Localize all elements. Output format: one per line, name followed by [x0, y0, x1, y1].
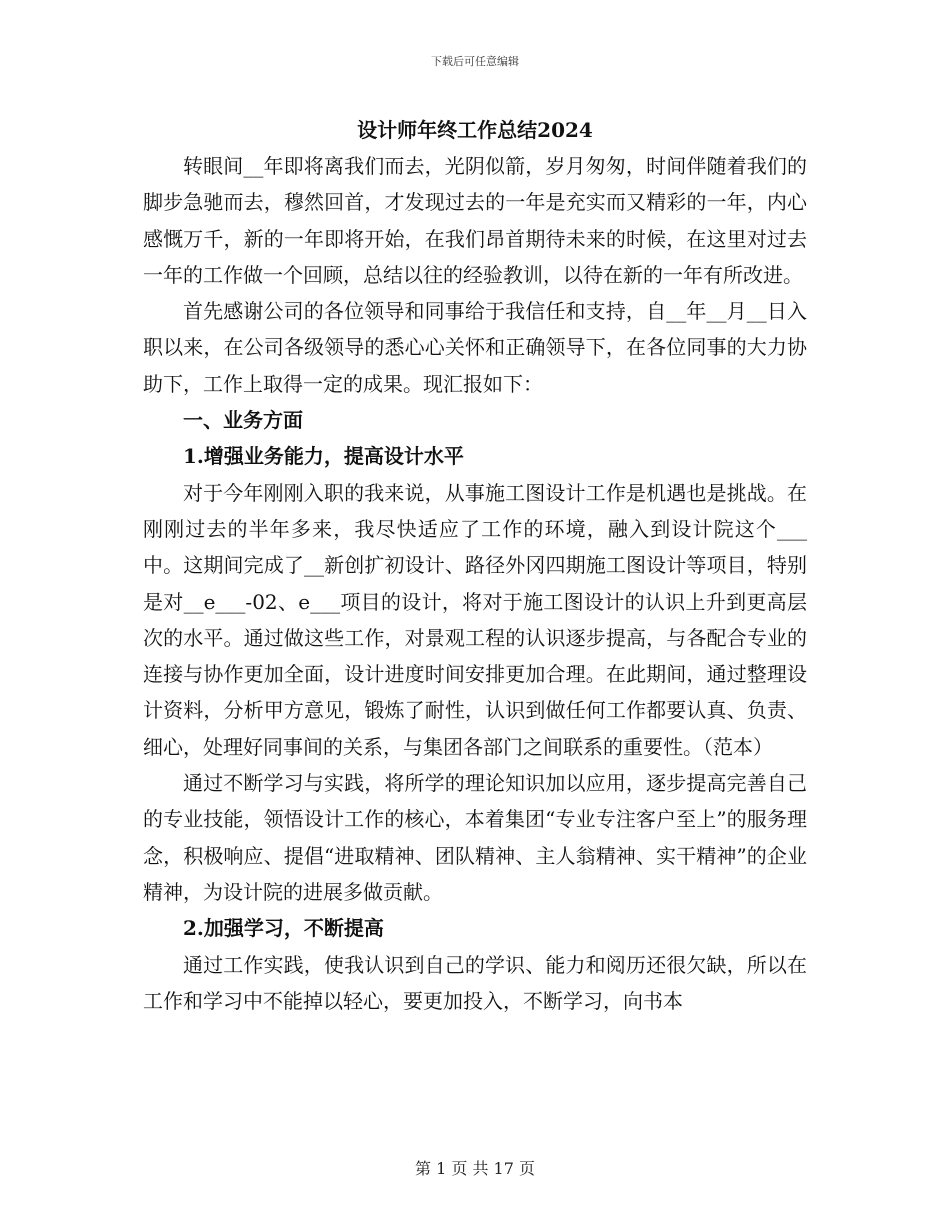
page-header-note: 下载后可任意编辑: [431, 55, 519, 68]
document-body: [143, 112, 807, 1019]
section-heading-business: 一、业务方面: [183, 408, 303, 433]
intro-paragraph-1: 转眼间__年即将离我们而去，光阴似箭，岁月匆匆，时间伴随着我们的脚步急驰而去，穆然回首，才发现过去的一年是充实而又精彩的一年，内心感慨万千，新的一年即将开始，在我们昂首期待未来的时候，在这里对过去一年的工作做一个回顾，总结以往的经验教训，以待在新的一年有所改进。: [143, 154, 807, 287]
intro-paragraph-2: 首先感谢公司的各位领导和同事给于我信任和支持，自__年__月__日入职以来，在公司各级领导的悉心心关怀和正确领导下，在各位同事的大力协助下，工作上取得一定的成果。现汇报如下：: [143, 299, 807, 396]
document-title: 设计师年终工作总结2024: [357, 118, 593, 142]
subsection-1-paragraph-2: 通过不断学习与实践，将所学的理论知识加以应用，逐步提高完善自己的专业技能，领悟设计工作的核心，本着集团“专业专注客户至上”的服务理念，积极响应、提倡“进取精神、团队精神、主人翁精神、实干精神”的企业精神，为设计院的进展多做贡献。: [143, 771, 807, 904]
subsection-heading-2: 2.加强学习，不断提高: [183, 916, 384, 941]
page-number-footer: 第 1 页 共 17 页: [415, 1159, 535, 1178]
subsection-heading-1: 1.增强业务能力，提高设计水平: [183, 444, 464, 469]
subsection-2-paragraph-1: 通过工作实践，使我认识到自己的学识、能力和阅历还很欠缺，所以在工作和学习中不能掉以轻心，要更加投入，不断学习，向书本: [143, 952, 807, 1013]
subsection-1-paragraph-1: 对于今年刚刚入职的我来说，从事施工图设计工作是机遇也是挑战。在刚刚过去的半年多来，我尽快适应了工作的环境，融入到设计院这个___中。这期间完成了__新创扩初设计、路径外冈四期施工图设计等项目，特别是对__e___-02、e___项目的设计，将对于施工图设计的认识上升到更高层次的水平。通过做这些工作，对景观工程的认识逐步提高，与各配合专业的连接与协作更加全面，设计进度时间安排更加合理。在此期间，通过整理设计资料，分析甲方意见，锻炼了耐性，认识到做任何工作都要认真、负责、细心，处理好同事间的关系，与集团各部门之间联系的重要性。（范本）: [143, 480, 807, 759]
